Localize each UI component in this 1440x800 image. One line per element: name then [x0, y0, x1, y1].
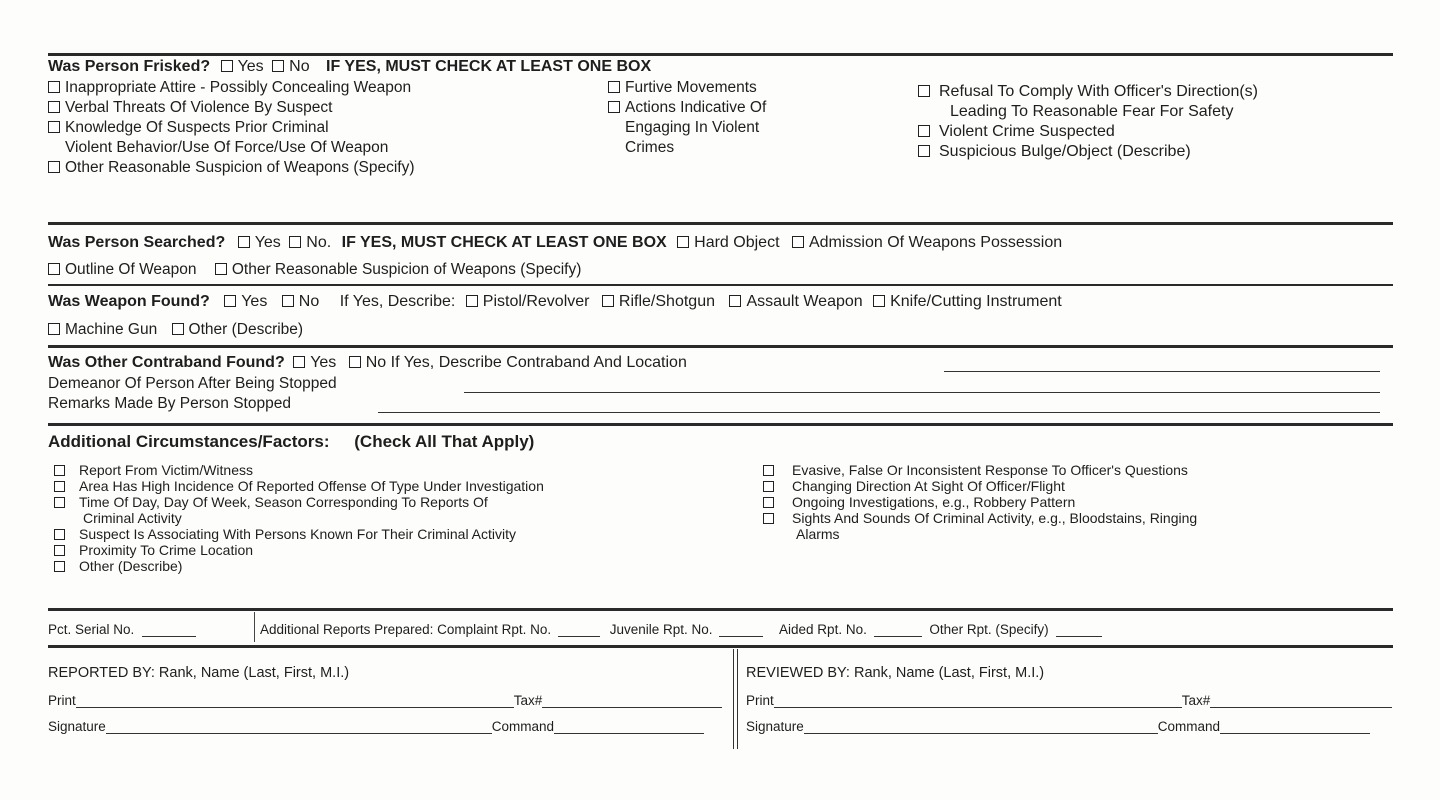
pct-serial-field[interactable] — [142, 621, 196, 637]
search-instruction: IF YES, MUST CHECK AT LEAST ONE BOX — [341, 234, 667, 251]
contraband-no-label: No If Yes, Describe Contraband And Location — [365, 354, 687, 371]
section-divider — [48, 423, 1393, 426]
frisk-reason-checkbox[interactable] — [48, 101, 60, 113]
machine-gun-label: Machine Gun — [65, 321, 158, 338]
rifle-checkbox[interactable] — [602, 295, 614, 307]
reviewed-print-field[interactable] — [774, 692, 1182, 708]
frisk-reason-item: Actions Indicative Of — [608, 98, 766, 118]
factor-item: Area Has High Incidence Of Reported Offense Of Type Under Investigation — [54, 478, 544, 494]
additional-header — [48, 432, 534, 452]
factor-checkbox[interactable] — [54, 465, 65, 476]
assault-checkbox[interactable] — [729, 295, 741, 307]
weapon-no-label: No — [298, 293, 320, 310]
additional-right-col — [763, 462, 1197, 542]
frisk-reason-item: Furtive Movements — [608, 78, 766, 98]
reported-command-field[interactable] — [554, 718, 704, 734]
weapon-question: Was Weapon Found? — [48, 293, 210, 310]
hard-object-label: Hard Object — [694, 234, 780, 251]
pistol-checkbox[interactable] — [466, 295, 478, 307]
section-divider — [48, 284, 1393, 286]
weapon-yes-label: Yes — [241, 293, 268, 310]
contraband-yes-checkbox[interactable] — [293, 356, 305, 368]
contraband-yes-label: Yes — [310, 354, 337, 371]
weapon-row-2 — [48, 320, 303, 340]
frisk-header — [48, 57, 651, 77]
frisk-instruction: IF YES, MUST CHECK AT LEAST ONE BOX — [326, 58, 652, 75]
factor-item: Report From Victim/Witness — [54, 462, 544, 478]
knife-label: Knife/Cutting Instrument — [890, 293, 1062, 310]
frisk-reason-checkbox[interactable] — [608, 81, 620, 93]
frisk-reason-continuation: Crimes — [625, 139, 675, 156]
reviewed-signature-field[interactable] — [804, 718, 1158, 734]
factor-item: Other (Describe) — [54, 558, 544, 574]
weapon-no-checkbox[interactable] — [282, 295, 294, 307]
frisk-reason-item: Violent Crime Suspected — [918, 122, 1258, 142]
factor-continuation: Alarms — [796, 526, 840, 542]
outline-weapon-label: Outline Of Weapon — [65, 261, 197, 278]
contraband-header — [48, 353, 687, 373]
remarks-row — [48, 394, 291, 414]
outline-weapon-checkbox[interactable] — [48, 263, 60, 275]
factor-checkbox[interactable] — [763, 513, 774, 524]
frisk-no-checkbox[interactable] — [272, 60, 284, 72]
frisk-reasons-col2 — [608, 78, 766, 158]
reported-command-label: Command — [491, 719, 555, 734]
search-yes-label: Yes — [254, 234, 281, 251]
factor-item: Changing Direction At Sight Of Officer/Flight — [763, 478, 1197, 494]
search-question: Was Person Searched? — [48, 234, 226, 251]
other-suspicion-checkbox[interactable] — [215, 263, 227, 275]
frisk-reason-checkbox[interactable] — [48, 161, 60, 173]
other-weapon-label: Other (Describe) — [188, 321, 304, 338]
juvenile-rpt-field[interactable] — [719, 621, 763, 637]
reviewed-signature-label: Signature — [746, 719, 804, 734]
weapon-yes-checkbox[interactable] — [224, 295, 236, 307]
other-suspicion-label: Other Reasonable Suspicion of Weapons (Specify) — [231, 261, 582, 278]
factor-item: Time Of Day, Day Of Week, Season Corresponding To Reports Of — [54, 494, 544, 510]
frisk-reason-checkbox[interactable] — [918, 85, 930, 97]
frisk-reason-continuation: Engaging In Violent — [625, 119, 760, 136]
frisk-reason-checkbox[interactable] — [608, 101, 620, 113]
frisk-reason-item: Other Reasonable Suspicion of Weapons (Specify) — [48, 158, 415, 178]
additional-title: Additional Circumstances/Factors: — [48, 432, 330, 451]
frisk-reason-item: Inappropriate Attire - Possibly Concealing Weapon — [48, 78, 415, 98]
factor-checkbox[interactable] — [54, 497, 65, 508]
contraband-no-checkbox[interactable] — [349, 356, 361, 368]
reviewed-tax-field[interactable] — [1210, 692, 1392, 708]
signature-divider — [733, 649, 738, 749]
factor-item: Sights And Sounds Of Criminal Activity, e.g., Bloodstains, Ringing — [763, 510, 1197, 526]
pct-serial-row — [48, 620, 196, 640]
frisk-reason-checkbox[interactable] — [918, 145, 930, 157]
section-divider — [48, 608, 1393, 611]
reported-print-label: Print — [48, 693, 76, 708]
search-no-checkbox[interactable] — [289, 236, 301, 248]
frisk-reasons-col1 — [48, 78, 415, 178]
additional-reports-row — [260, 620, 1102, 640]
frisk-reason-item: Refusal To Comply With Officer's Direction(s) — [918, 82, 1258, 102]
pistol-label: Pistol/Revolver — [482, 293, 590, 310]
admission-label: Admission Of Weapons Possession — [808, 234, 1063, 251]
frisk-reason-continuation: Leading To Reasonable Fear For Safety — [950, 103, 1234, 120]
frisk-no-label: No — [289, 58, 310, 75]
admission-checkbox[interactable] — [792, 236, 804, 248]
reviewed-signature-row — [746, 717, 1370, 737]
search-yes-checkbox[interactable] — [238, 236, 250, 248]
frisk-reason-item: Suspicious Bulge/Object (Describe) — [918, 142, 1258, 162]
assault-label: Assault Weapon — [746, 293, 863, 310]
reported-print-row — [48, 691, 722, 711]
section-divider — [48, 645, 1393, 648]
search-header — [48, 233, 1062, 253]
factor-checkbox[interactable] — [54, 529, 65, 540]
factor-item: Suspect Is Associating With Persons Known For Their Criminal Activity — [54, 526, 544, 542]
contraband-question: Was Other Contraband Found? — [48, 354, 285, 371]
frisk-reasons-col3 — [918, 82, 1258, 162]
demeanor-label: Demeanor Of Person After Being Stopped — [48, 375, 337, 392]
factor-checkbox[interactable] — [54, 481, 65, 492]
aided-rpt-field[interactable] — [874, 621, 922, 637]
knife-checkbox[interactable] — [873, 295, 885, 307]
pct-serial-label: Pct. Serial No. — [48, 622, 135, 637]
juvenile-rpt-label: Juvenile Rpt. No. — [609, 622, 713, 637]
weapon-describe-label: If Yes, Describe: — [339, 293, 456, 310]
reported-print-field[interactable] — [76, 692, 514, 708]
reviewed-by-title: REVIEWED BY: Rank, Name (Last, First, M.I.) — [746, 665, 1045, 681]
aided-rpt-label: Aided Rpt. No. — [779, 622, 867, 637]
factor-item: Evasive, False Or Inconsistent Response To Officer's Questions — [763, 462, 1197, 478]
factor-item: Proximity To Crime Location — [54, 542, 544, 558]
factor-checkbox[interactable] — [54, 561, 65, 572]
frisk-yes-label: Yes — [237, 58, 264, 75]
hard-object-checkbox[interactable] — [677, 236, 689, 248]
frisk-reason-checkbox[interactable] — [918, 125, 930, 137]
other-rpt-label: Other Rpt. (Specify) — [929, 622, 1049, 637]
reviewed-tax-label: Tax# — [1181, 693, 1211, 708]
remarks-field[interactable] — [378, 397, 1380, 413]
section-divider — [48, 222, 1393, 225]
frisk-reason-checkbox[interactable] — [48, 121, 60, 133]
factor-checkbox[interactable] — [763, 481, 774, 492]
additional-note: (Check All That Apply) — [354, 432, 535, 451]
other-weapon-checkbox[interactable] — [172, 323, 184, 335]
weapon-header — [48, 292, 1062, 312]
other-rpt-field[interactable] — [1056, 621, 1102, 637]
section-divider — [48, 345, 1393, 348]
factor-continuation: Criminal Activity — [83, 510, 182, 526]
frisk-reason-item: Verbal Threats Of Violence By Suspect — [48, 98, 415, 118]
complaint-rpt-field[interactable] — [558, 621, 600, 637]
reported-signature-label: Signature — [48, 719, 106, 734]
reviewed-print-row — [746, 691, 1392, 711]
factor-checkbox[interactable] — [763, 465, 774, 476]
reviewed-command-field[interactable] — [1220, 718, 1370, 734]
reported-tax-field[interactable] — [542, 692, 722, 708]
rifle-label: Rifle/Shotgun — [618, 293, 715, 310]
remarks-label: Remarks Made By Person Stopped — [48, 395, 291, 412]
additional-left-col — [54, 462, 544, 574]
machine-gun-checkbox[interactable] — [48, 323, 60, 335]
reported-tax-label: Tax# — [513, 693, 543, 708]
search-no-label: No. — [306, 234, 332, 251]
factor-checkbox[interactable] — [763, 497, 774, 508]
demeanor-field[interactable] — [464, 377, 1380, 393]
reviewed-command-label: Command — [1157, 719, 1221, 734]
reviewed-print-label: Print — [746, 693, 774, 708]
frisk-yes-checkbox[interactable] — [221, 60, 233, 72]
frisk-reason-continuation: Violent Behavior/Use Of Force/Use Of Weapon — [65, 139, 389, 156]
factor-item: Ongoing Investigations, e.g., Robbery Pattern — [763, 494, 1197, 510]
factor-checkbox[interactable] — [54, 545, 65, 556]
section-divider — [48, 53, 1393, 56]
reported-by-title: REPORTED BY: Rank, Name (Last, First, M.I.) — [48, 665, 350, 681]
frisk-reason-item: Knowledge Of Suspects Prior Criminal — [48, 118, 415, 138]
search-row-2 — [48, 260, 581, 280]
reported-signature-row — [48, 717, 704, 737]
complaint-rpt-label: Additional Reports Prepared: Complaint Rpt. No. — [260, 622, 552, 637]
frisk-question: Was Person Frisked? — [48, 58, 211, 75]
demeanor-row — [48, 374, 337, 394]
contraband-location-field[interactable] — [944, 356, 1380, 372]
frisk-reason-checkbox[interactable] — [48, 81, 60, 93]
column-divider — [254, 612, 255, 642]
reported-signature-field[interactable] — [106, 718, 492, 734]
